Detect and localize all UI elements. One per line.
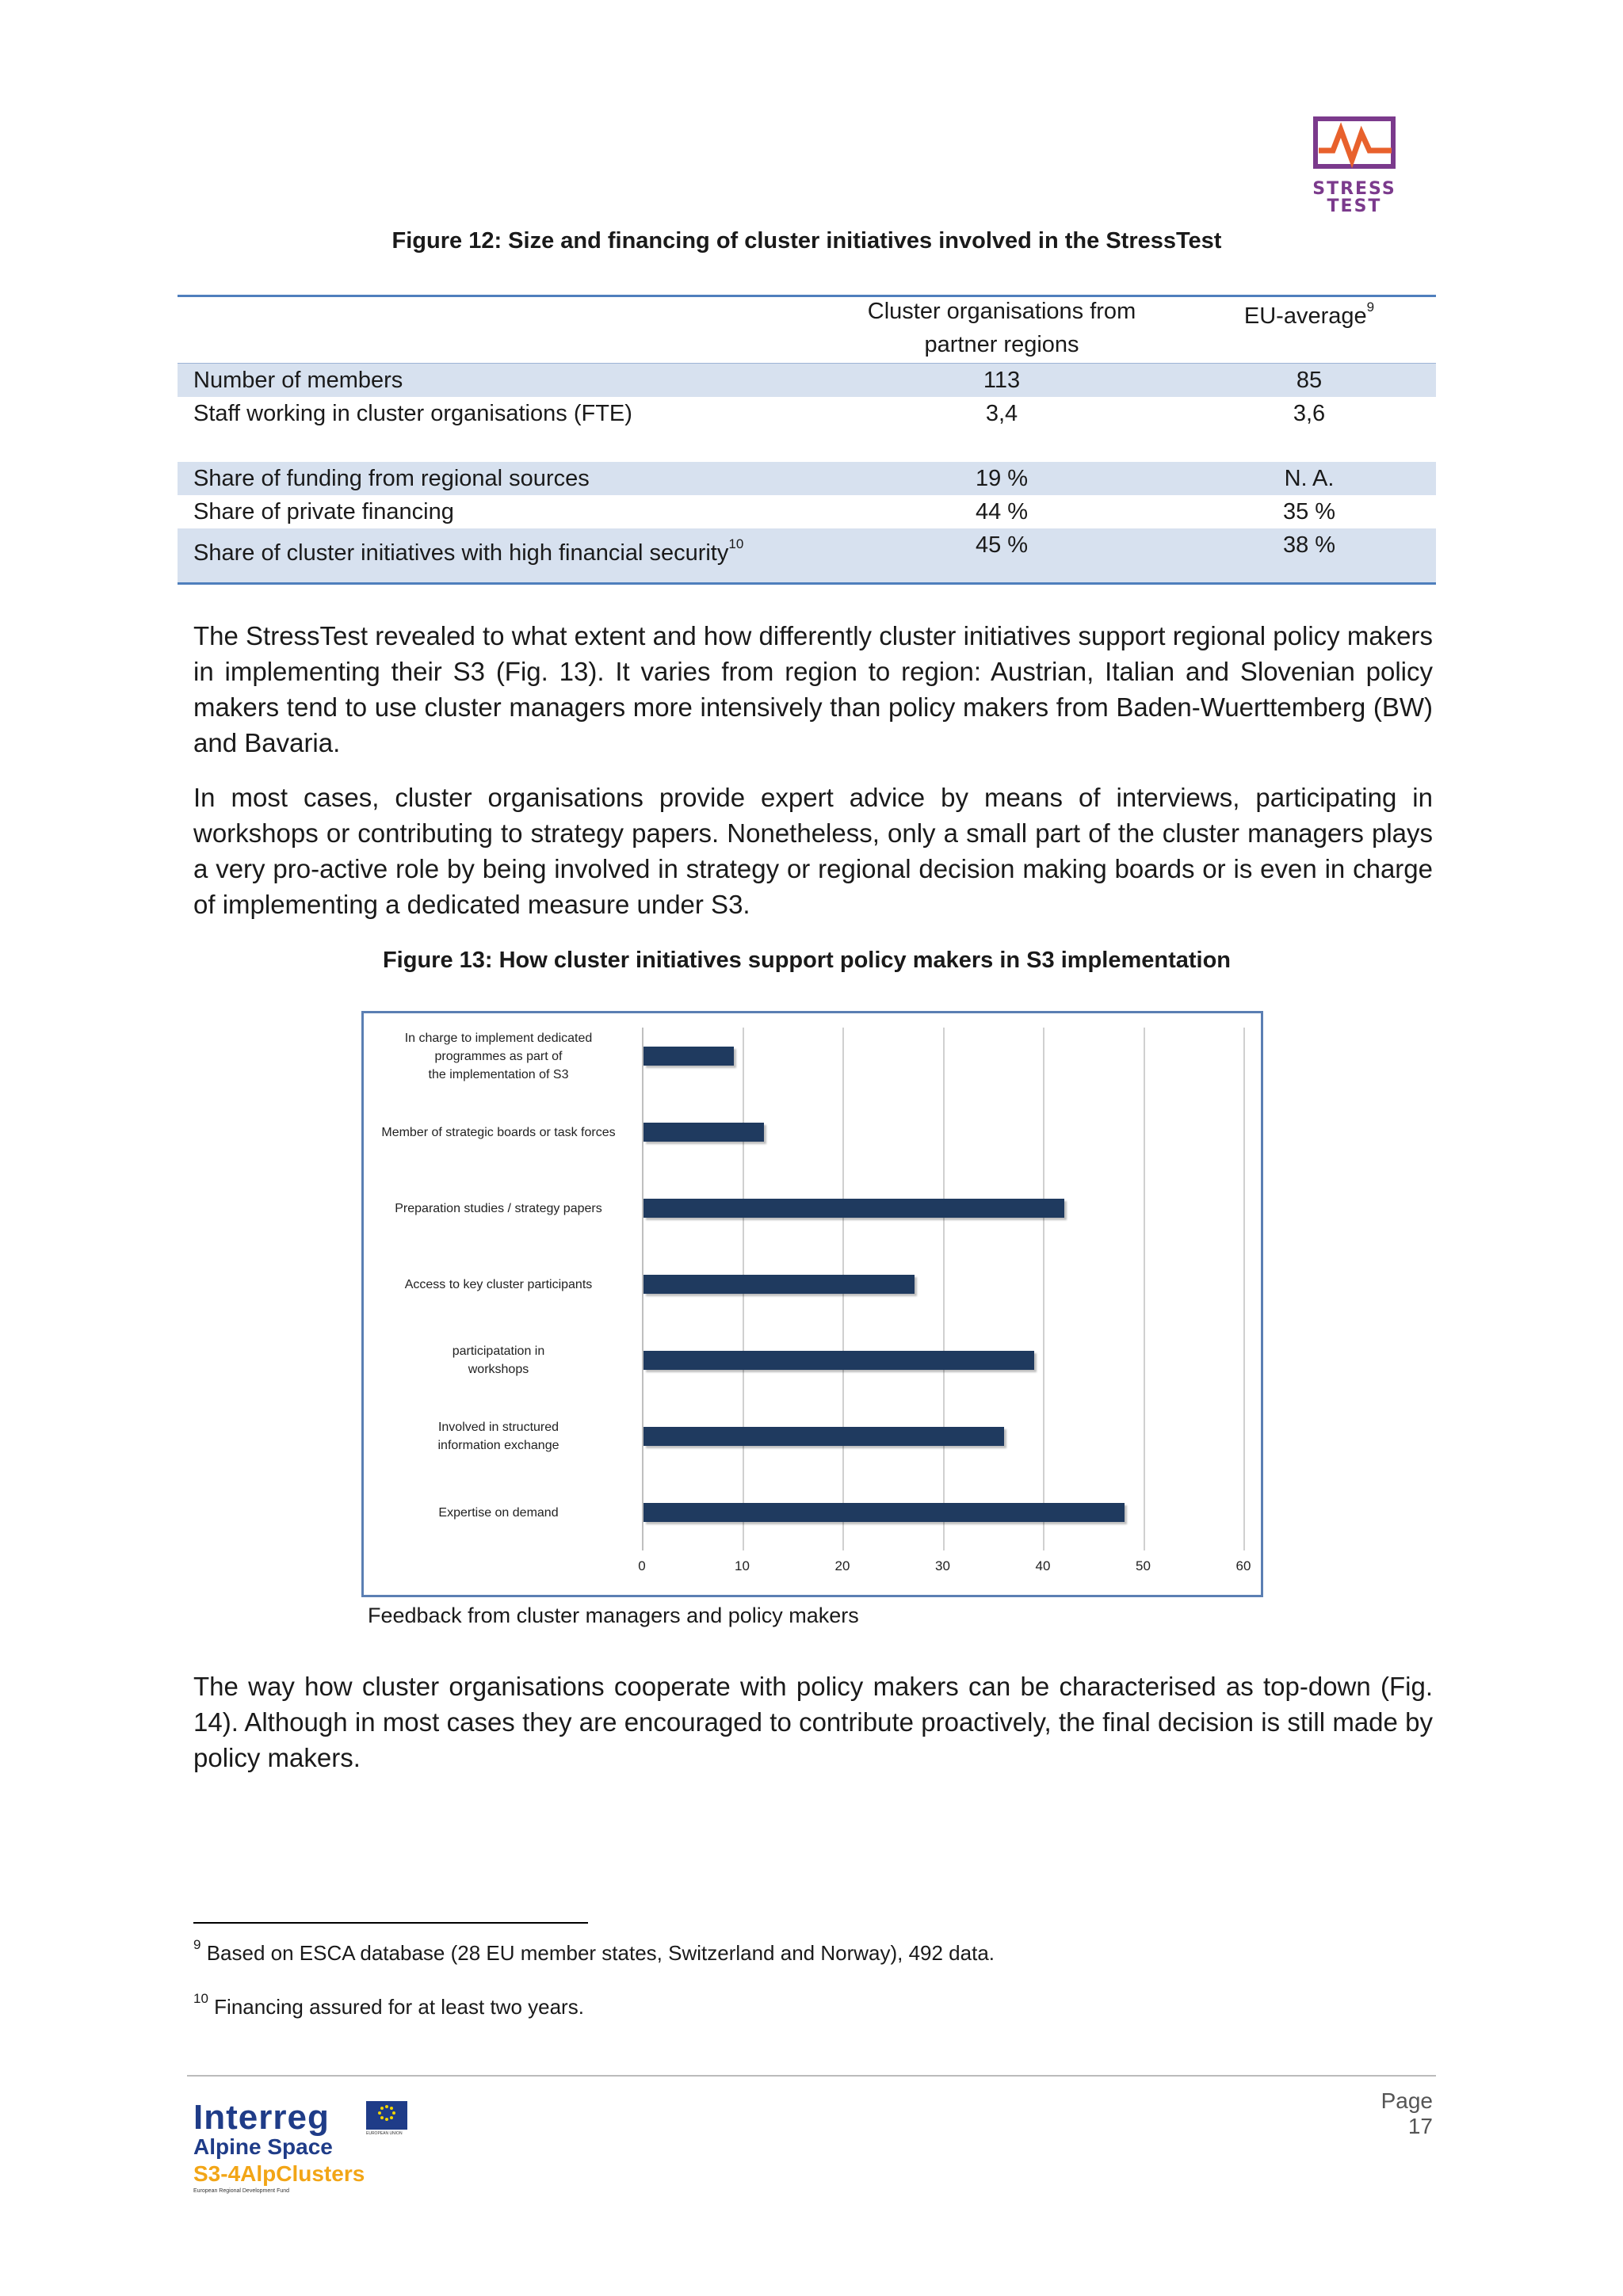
project-name: S3-4AlpClusters bbox=[193, 2161, 365, 2186]
x-tick-label: 20 bbox=[834, 1558, 850, 1573]
footnote-10 bbox=[193, 1991, 584, 2019]
category-label bbox=[364, 1418, 633, 1455]
category-label-line: Involved in structured bbox=[437, 1421, 559, 1434]
x-tick-label: 40 bbox=[1035, 1558, 1051, 1573]
row-value-eu: 85 bbox=[1296, 368, 1323, 393]
category-label-line: In charge to implement dedicated bbox=[404, 1031, 593, 1045]
category-label bbox=[364, 1199, 633, 1218]
category-label-line: workshops bbox=[468, 1363, 529, 1376]
table-row bbox=[178, 528, 1436, 584]
row-label: Share of private financing bbox=[193, 499, 454, 524]
row-value-partner: 44 % bbox=[975, 499, 1029, 524]
gridline bbox=[1043, 1028, 1044, 1550]
row-value-eu: 35 % bbox=[1282, 499, 1336, 524]
bar bbox=[643, 1275, 915, 1294]
category-label bbox=[364, 1029, 633, 1084]
category-label bbox=[364, 1342, 633, 1379]
figure-13-chart bbox=[361, 1011, 1263, 1597]
bar bbox=[643, 1503, 1125, 1522]
category-label-line: programmes as part of bbox=[434, 1049, 563, 1063]
footnote-text: Financing assured for at least two years. bbox=[214, 1995, 584, 2019]
footnote-number: 10 bbox=[193, 1991, 208, 2006]
table-header-partner-regions bbox=[819, 295, 1184, 361]
bar bbox=[643, 1047, 734, 1066]
interreg-brand: Interreg bbox=[193, 2098, 330, 2137]
eu-average-label: EU-average bbox=[1243, 303, 1367, 329]
table-top-rule bbox=[178, 295, 1436, 297]
stresstest-logo bbox=[1277, 97, 1431, 227]
row-value-partner: 19 % bbox=[975, 466, 1029, 491]
footnote-ref-10: 10 bbox=[728, 536, 744, 552]
fund-label: European Regional Development Fund bbox=[193, 2188, 290, 2194]
row-value-eu: 3,6 bbox=[1293, 401, 1326, 426]
row-value-partner: 45 % bbox=[975, 532, 1029, 558]
table-row bbox=[178, 397, 1436, 430]
table-row bbox=[178, 495, 1436, 528]
footnote-9 bbox=[193, 1937, 995, 1966]
footnote-number: 9 bbox=[193, 1937, 201, 1952]
row-value-eu: 38 % bbox=[1282, 532, 1336, 558]
programme-name: Alpine Space bbox=[193, 2134, 333, 2159]
header-line-1: Cluster organisations from bbox=[867, 299, 1136, 324]
category-label bbox=[364, 1123, 633, 1142]
bar bbox=[643, 1351, 1034, 1370]
row-label: Share of funding from regional sources bbox=[193, 466, 590, 491]
figure-13-source: Feedback from cluster managers and policy makers bbox=[368, 1604, 859, 1627]
table-bottom-rule bbox=[178, 582, 1436, 585]
x-tick-label: 10 bbox=[735, 1558, 750, 1573]
bar bbox=[643, 1427, 1004, 1446]
row-label: Number of members bbox=[193, 368, 403, 393]
row-label-text: Share of cluster initiatives with high financial security bbox=[193, 540, 729, 566]
figure-12-caption: Figure 12: Size and financing of cluster initiatives involved in the StressTest bbox=[391, 228, 1222, 254]
paragraph-2: In most cases, cluster organisations provide expert advice by means of interviews, participating in workshops or contributing to strategy papers. Nonetheless, only a small part of the cluster managers plays a very pro-active role by being involved in strategy or regional decision making boards or is even in charge of implementing a dedicated measure under S3. bbox=[193, 783, 1433, 919]
logo-line-1: STRESS bbox=[1312, 179, 1396, 199]
row-value-partner: 113 bbox=[983, 368, 1021, 393]
category-label bbox=[364, 1504, 633, 1522]
category-label-line: participatation in bbox=[452, 1344, 545, 1358]
header-line-2: partner regions bbox=[924, 332, 1079, 357]
page-number: Page 17 bbox=[1381, 2088, 1433, 2138]
paragraph-3: The way how cluster organisations cooperate with policy makers can be characterised as top-down (Fig. 14). Although in most cases they are encouraged to contribute proactively, the final decision is still made by policy makers. bbox=[193, 1672, 1433, 1772]
x-tick-label: 0 bbox=[638, 1558, 646, 1573]
bar bbox=[643, 1199, 1064, 1218]
table-row bbox=[178, 462, 1436, 495]
figure-13-caption: Figure 13: How cluster initiatives support policy makers in S3 implementation bbox=[382, 948, 1232, 973]
row-label bbox=[193, 536, 743, 570]
eu-label: EUROPEAN UNION bbox=[366, 2131, 403, 2136]
category-label-line: Preparation studies / strategy papers bbox=[395, 1201, 602, 1215]
category-label-line: Member of strategic boards or task forces bbox=[381, 1125, 616, 1139]
x-tick-label: 30 bbox=[935, 1558, 950, 1573]
category-label-line: Expertise on demand bbox=[438, 1505, 559, 1520]
logo-line-2: TEST bbox=[1327, 196, 1382, 216]
category-label-line: Access to key cluster participants bbox=[404, 1277, 593, 1291]
x-tick-label: 50 bbox=[1136, 1558, 1151, 1573]
x-tick-label: 60 bbox=[1235, 1558, 1251, 1573]
gridline bbox=[943, 1028, 945, 1550]
category-label bbox=[364, 1276, 633, 1294]
category-label-line: information exchange bbox=[437, 1439, 559, 1452]
gridline bbox=[1243, 1028, 1245, 1550]
table-header-eu-average bbox=[1190, 299, 1428, 333]
bar bbox=[643, 1123, 764, 1142]
paragraph-1: The StressTest revealed to what extent and how differently cluster initiatives support regional policy makers in implementing their S3 (Fig. 13). It varies from region to region: Austrian, Italian and Slovenian policy makers tend to use cluster managers more intensively than policy makers from Baden-Wuerttemberg (BW) and Bavaria. bbox=[193, 621, 1434, 757]
interreg-logo bbox=[193, 2098, 431, 2193]
stresstest-logo-mark-icon bbox=[1277, 101, 1431, 181]
footnote-text: Based on ESCA database (28 EU member states, Switzerland and Norway), 492 data. bbox=[206, 1941, 995, 1965]
category-label-line: the implementation of S3 bbox=[428, 1067, 569, 1081]
row-value-eu: N. A. bbox=[1284, 466, 1335, 491]
footer-rule bbox=[187, 2075, 1436, 2077]
footnote-separator bbox=[193, 1922, 588, 1924]
eu-flag-icon bbox=[366, 2101, 407, 2130]
table-row bbox=[178, 364, 1436, 397]
row-label: Staff working in cluster organisations (FTE) bbox=[193, 401, 632, 426]
row-value-partner: 3,4 bbox=[985, 401, 1018, 426]
gridline bbox=[1144, 1028, 1145, 1550]
footnote-ref-9: 9 bbox=[1366, 299, 1375, 315]
